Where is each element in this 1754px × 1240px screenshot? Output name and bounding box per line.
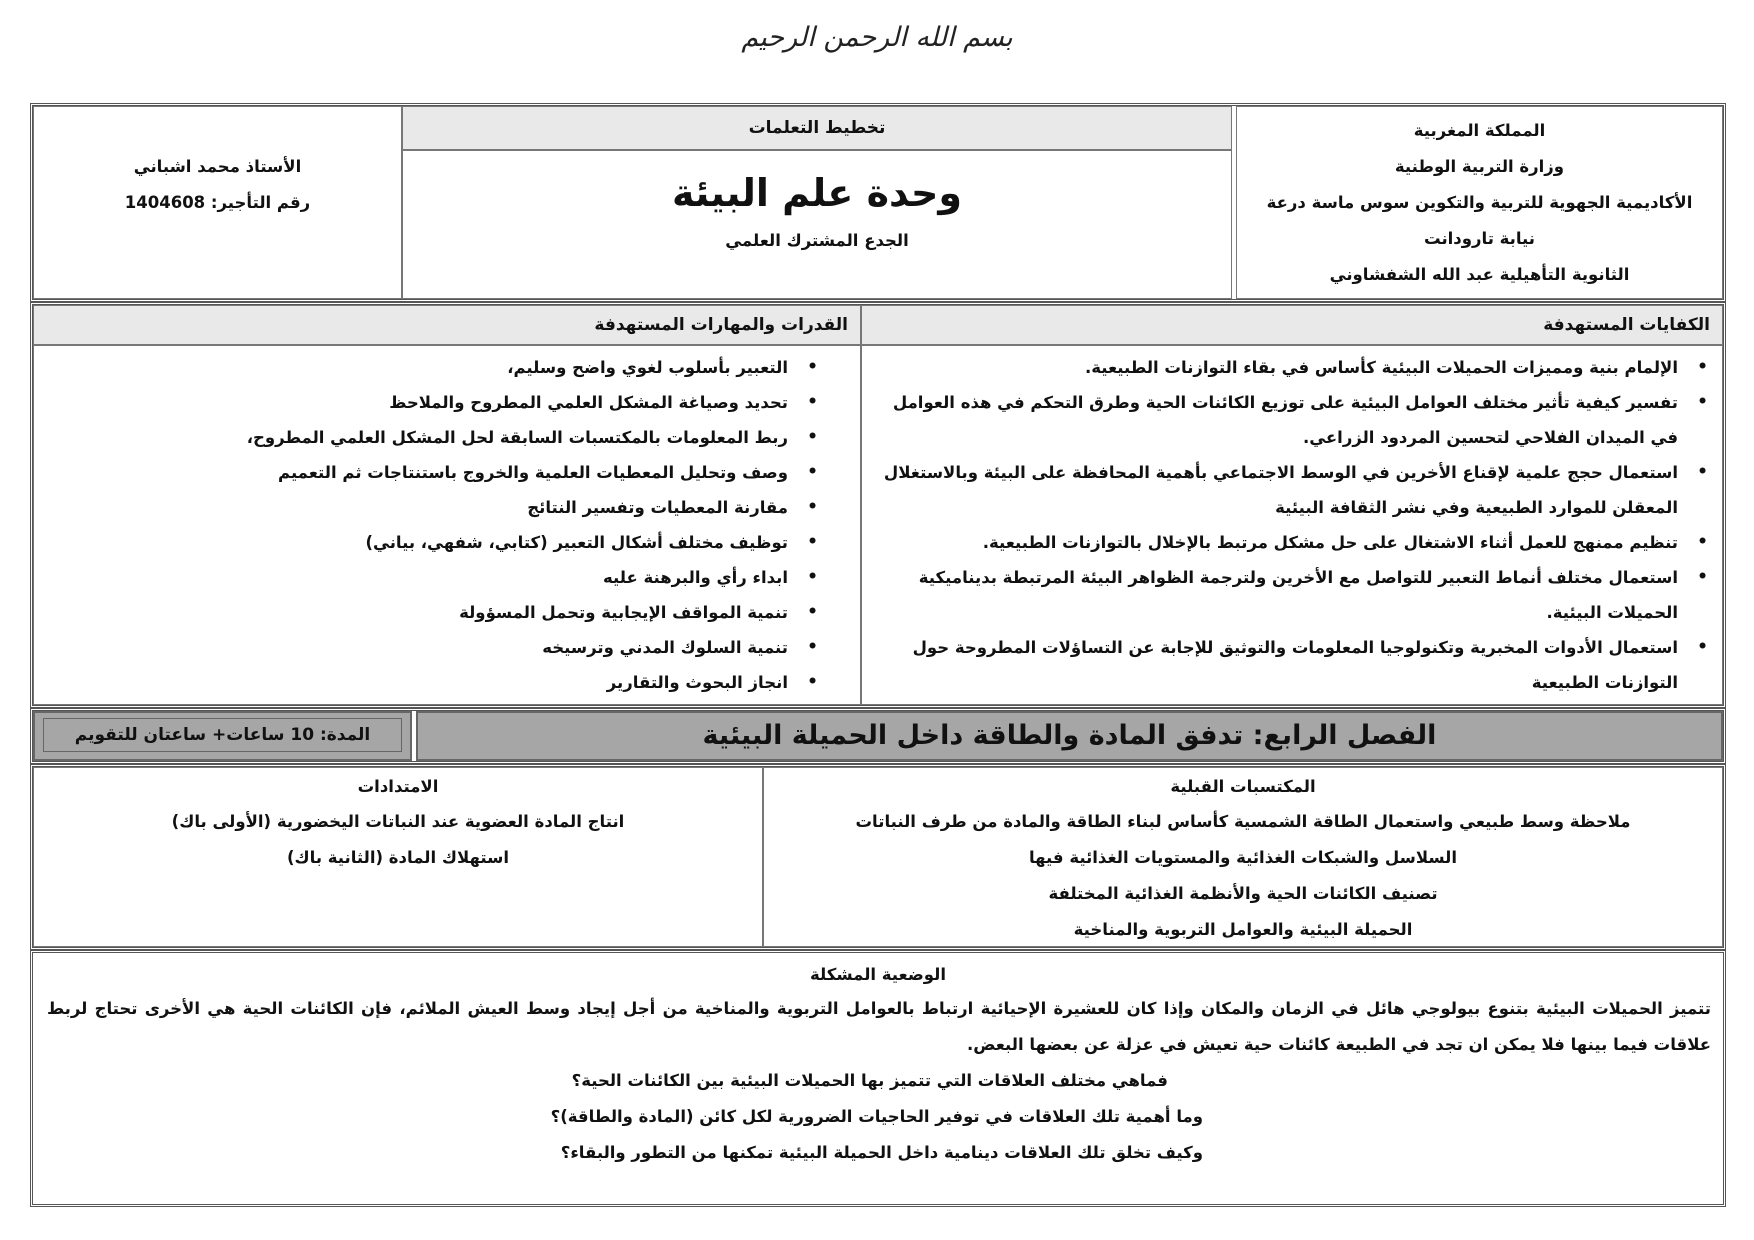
skills-list <box>34 346 860 700</box>
chapter-frame <box>30 708 1726 764</box>
prerequisites-cell <box>763 767 1723 947</box>
list-item: • تحديد وصياغة المشكل العلمي المطروح والملاحظ <box>34 385 832 420</box>
list-item: • ربط المعلومات بالمكتسبات السابقة لحل المشكل العلمي المطروح، <box>34 420 832 455</box>
skills-cell <box>33 305 861 705</box>
teacher-cell <box>33 106 402 299</box>
header-frame <box>30 103 1726 302</box>
teacher-name: الأستاذ محمد اشباني <box>133 157 302 176</box>
problem-title: الوضعية المشكلة <box>810 965 946 984</box>
list-item: • مقارنة المعطيات وتفسير النتائج <box>34 490 832 525</box>
problem-question: فماهي مختلف العلاقات التي تتميز بها الحميلات البيئية بين الكائنات الحية؟ <box>571 1071 1168 1090</box>
list-item: • التعبير بأسلوب لغوي واضح وسليم، <box>34 350 832 385</box>
list-item: • الإلمام بنية ومميزات الحميلات البيئية كأساس في بقاء التوازنات الطبيعية. <box>876 350 1722 385</box>
problem-paragraph: تتميز الحميلات البيئية بتنوع بيولوجي هائل في الزمان والمكان وإذا كان للعشيرة الإحيائية ارتباط بالعوامل التربوية والمناخية من أجل إيجاد وسط العيش الملائم، فإن الكائنات الحية هي الأخرى تحتاج لربط علاقات فيما بينها فلا يمكن ان تجد في الطبيعة كائنات حية تعيش في عزلة عن بعضها البعض. <box>47 999 1711 1054</box>
list-item: • وصف وتحليل المعطيات العلمية والخروج باستنتاجات ثم التعميم <box>34 455 832 490</box>
prerequisite-item: ملاحظة وسط طبيعي واستعمال الطاقة الشمسية كأساس لبناء الطاقة والمادة من طرف النباتات <box>855 812 1631 831</box>
institution-line: الأكاديمية الجهوية للتربية والتكوين سوس ماسة درعة <box>1266 193 1693 212</box>
duration-label <box>33 711 412 761</box>
problem-question: وكيف تخلق تلك العلاقات دينامية داخل الحميلة البيئية تمكنها من التطور والبقاء؟ <box>560 1143 1203 1162</box>
competencies-title: الكفايات المستهدفة <box>862 306 1722 346</box>
list-item: • ابداء رأي والبرهنة عليه <box>34 560 832 595</box>
extension-item: استهلاك المادة (الثانية باك) <box>286 848 510 867</box>
list-item: • استعمال مختلف أنماط التعبير للتواصل مع الأخرين ولترجمة الظواهر البيئة المرتبطة بديناميكية الحميلات البيئية. <box>876 560 1722 630</box>
competencies-list <box>862 346 1722 700</box>
list-item: • تفسير كيفية تأثير مختلف العوامل البيئية على توزيع الكائنات الحية وطرق التحكم في هذه العوامل في الميدان الفلاحي لتحسين المردود الزراعي. <box>876 385 1722 455</box>
title-cell <box>402 106 1232 299</box>
problem-question: وما أهمية تلك العلاقات في توفير الحاجيات الضرورية لكل كائن (المادة والطاقة)؟ <box>550 1107 1203 1126</box>
extension-item: انتاج المادة العضوية عند النباتات اليخضورية (الأولى باك) <box>171 812 625 831</box>
list-item: • توظيف مختلف أشكال التعبير (كتابي، شفهي، بياني) <box>34 525 832 560</box>
planning-label: تخطيط التعلمات <box>403 107 1231 151</box>
prerequisite-item: الحميلة البيئية والعوامل التربوية والمناخية <box>1073 920 1413 939</box>
institution-line: المملكة المغربية <box>1413 121 1546 140</box>
competencies-cell <box>861 305 1723 705</box>
prereq-frame <box>30 764 1726 950</box>
list-item: • تنمية المواقف الإيجابية وتحمل المسؤولة <box>34 595 832 630</box>
chapter-title: الفصل الرابع: تدفق المادة والطاقة داخل الحميلة البيئية <box>416 711 1723 761</box>
duration-text: المدة: 10 ساعات+ ساعتان للتقويم <box>43 718 402 752</box>
institution-line: نيابة تارودانت <box>1423 229 1535 248</box>
unit-title: وحدة علم البيئة <box>672 171 962 215</box>
institution-cell <box>1236 106 1723 299</box>
institution-line: الثانوية التأهيلية عبد الله الشفشاوني <box>1329 265 1630 284</box>
level-label: الجدع المشترك العلمي <box>725 231 909 250</box>
institution-line: وزارة التربية الوطنية <box>1394 157 1565 176</box>
prerequisites-title: المكتسبات القبلية <box>1170 777 1316 796</box>
prerequisite-item: السلاسل والشبكات الغذائية والمستويات الغذائية فيها <box>1028 848 1458 867</box>
skills-title: القدرات والمهارات المستهدفة <box>34 306 860 346</box>
extensions-cell <box>33 767 763 947</box>
objectives-frame <box>30 302 1726 708</box>
list-item: • استعمال الأدوات المخبرية وتكنولوجيا المعلومات والتوثيق للإجابة عن التساؤلات المطروحة حول التوازنات الطبيعية <box>876 630 1722 700</box>
list-item: • انجاز البحوث والتقارير <box>34 665 832 700</box>
list-item: • تنظيم ممنهج للعمل أثناء الاشتغال على حل مشكل مرتبط بالإخلال بالتوازنات الطبيعية. <box>876 525 1722 560</box>
extensions-title: الامتدادات <box>357 777 439 796</box>
problem-frame <box>30 950 1726 1207</box>
registration-number: رقم التأجير: 1404608 <box>124 193 311 212</box>
prerequisite-item: تصنيف الكائنات الحية والأنظمة الغذائية المختلفة <box>1048 884 1438 903</box>
list-item: • استعمال حجج علمية لإقناع الأخرين في الوسط الاجتماعي بأهمية المحافظة على البيئة وبالاستغلال المعقلن للموارد الطبيعية وفي نشر الثقافة البيئية <box>876 455 1722 525</box>
list-item: • تنمية السلوك المدني وترسيخه <box>34 630 832 665</box>
basmala: بسم الله الرحمن الرحيم <box>741 22 1013 53</box>
